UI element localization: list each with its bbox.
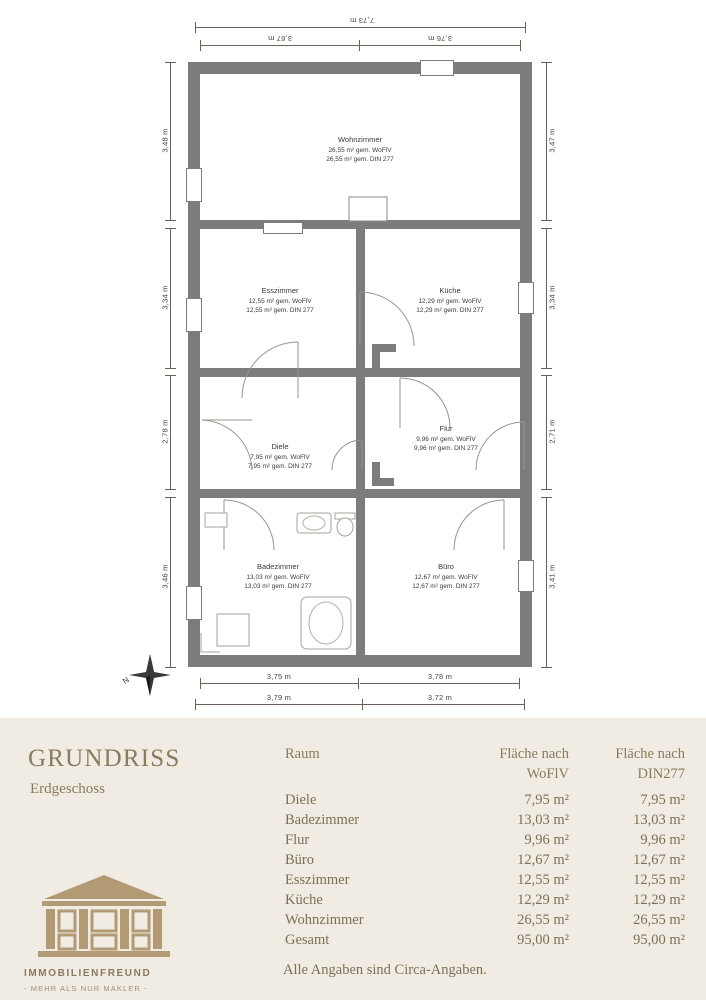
window-wohnzimmer-top bbox=[420, 60, 454, 76]
dim-line-left-3 bbox=[170, 375, 171, 489]
dim-label-top-total: 7,73 m bbox=[349, 16, 375, 25]
room-label-kueche bbox=[388, 286, 512, 316]
dim-label-right-4: 3,41 m bbox=[547, 564, 557, 589]
table-cell-woflv: 7,95 m² bbox=[524, 792, 569, 808]
dim-label-right-2: 3,34 m bbox=[547, 285, 557, 310]
door-esszimmer bbox=[240, 340, 300, 400]
room-label-badezimmer bbox=[216, 562, 340, 592]
dim-line-top-total bbox=[195, 27, 526, 28]
door-badezimmer bbox=[222, 498, 276, 552]
dim-tick bbox=[524, 699, 525, 710]
dim-tick bbox=[165, 489, 176, 490]
room-area-din: 7,95 m² gem. DIN 277 bbox=[248, 463, 312, 471]
window-esszimmer-left bbox=[186, 298, 202, 332]
dim-label-left-3: 2,78 m bbox=[160, 419, 170, 444]
washbasin-icon bbox=[296, 512, 332, 534]
disclaimer-note: Alle Angaben sind Circa-Angaben. bbox=[283, 962, 487, 978]
room-label-flur bbox=[386, 424, 506, 454]
dim-label-right-3: 2,71 m bbox=[547, 419, 557, 444]
table-cell-woflv: 12,67 m² bbox=[517, 852, 569, 868]
room-area-woflv: 12,67 m² gem. WoFlV bbox=[414, 573, 478, 581]
table-cell-din: 12,67 m² bbox=[633, 852, 685, 868]
dim-tick bbox=[165, 368, 176, 369]
brand-tagline: - MEHR ALS NUR MAKLER - bbox=[24, 984, 148, 993]
table-cell-total-din: 95,00 m² bbox=[633, 932, 685, 948]
dim-label-bottom-outer-left: 3,79 m bbox=[266, 693, 292, 702]
table-cell-woflv: 12,29 m² bbox=[517, 892, 569, 908]
room-area-din: 26,55 m² gem. DIN 277 bbox=[326, 156, 394, 164]
dim-tick bbox=[541, 62, 552, 63]
page-title: GRUNDRISS bbox=[28, 745, 181, 772]
bathtub-icon bbox=[300, 596, 354, 652]
table-row: Esszimmer bbox=[285, 872, 350, 888]
dim-tick bbox=[520, 40, 521, 51]
dim-tick bbox=[200, 40, 201, 51]
dim-line-left-4 bbox=[170, 497, 171, 667]
table-cell-din: 7,95 m² bbox=[640, 792, 685, 808]
room-label-diele bbox=[222, 442, 338, 472]
room-area-woflv: 9,96 m² gem. WoFlV bbox=[416, 435, 476, 443]
dim-tick bbox=[200, 678, 201, 689]
dim-tick bbox=[541, 489, 552, 490]
dim-label-right-1: 3,47 m bbox=[547, 128, 557, 153]
table-cell-woflv: 12,55 m² bbox=[517, 872, 569, 888]
wall-exterior-left bbox=[188, 62, 200, 667]
brand-name: IMMOBILIENFREUND bbox=[24, 968, 152, 979]
dim-tick bbox=[165, 375, 176, 376]
room-label-buero bbox=[384, 562, 508, 592]
dim-label-left-4: 3,46 m bbox=[160, 564, 170, 589]
company-logo-icon bbox=[24, 873, 184, 965]
room-area-din: 12,29 m² gem. DIN 277 bbox=[416, 307, 484, 315]
dim-line-top-right bbox=[360, 45, 521, 46]
table-header-room: Raum bbox=[285, 746, 320, 762]
dim-tick bbox=[541, 220, 552, 221]
dim-tick bbox=[195, 699, 196, 710]
room-name: Diele bbox=[271, 442, 289, 451]
dim-tick bbox=[541, 375, 552, 376]
room-area-woflv: 12,29 m² gem. WoFlV bbox=[418, 297, 482, 305]
table-cell-woflv: 26,55 m² bbox=[517, 912, 569, 928]
window-kueche-right bbox=[518, 282, 534, 314]
dim-line-bottom-inner-left bbox=[200, 683, 359, 684]
table-header-woflv-2: WoFlV bbox=[526, 766, 569, 782]
compass-rose bbox=[120, 652, 173, 698]
door-flur-north bbox=[398, 376, 452, 430]
window-buero-right bbox=[518, 560, 534, 592]
wall-interior-v2 bbox=[356, 377, 365, 489]
room-name: Wohnzimmer bbox=[337, 135, 383, 144]
wall-exterior-bottom bbox=[188, 655, 532, 667]
room-name: Badezimmer bbox=[256, 562, 300, 571]
room-area-din: 13,03 m² gem. DIN 277 bbox=[244, 583, 312, 591]
dim-tick bbox=[525, 22, 526, 33]
dim-label-left-1: 3,48 m bbox=[160, 128, 170, 153]
dim-line-top-left bbox=[200, 45, 360, 46]
dim-line-left-2 bbox=[170, 228, 171, 368]
dim-tick bbox=[195, 22, 196, 33]
dim-line-bottom-outer-right bbox=[363, 704, 525, 705]
wall-interior-h3 bbox=[188, 489, 532, 498]
table-cell-din: 12,29 m² bbox=[633, 892, 685, 908]
room-area-woflv: 13,03 m² gem. WoFlV bbox=[246, 573, 310, 581]
wall-exterior-top bbox=[188, 62, 532, 74]
legend-panel bbox=[0, 718, 706, 1000]
table-row: Badezimmer bbox=[285, 812, 360, 828]
table-cell-woflv: 9,96 m² bbox=[524, 832, 569, 848]
table-cell-din: 12,55 m² bbox=[633, 872, 685, 888]
dim-label-top-right: 3,76 m bbox=[427, 34, 453, 43]
room-area-din: 9,96 m² gem. DIN 277 bbox=[414, 445, 478, 453]
table-row: Flur bbox=[285, 832, 310, 848]
dim-tick bbox=[541, 228, 552, 229]
dim-label-top-left: 3,67 m bbox=[267, 34, 293, 43]
room-area-din: 12,67 m² gem. DIN 277 bbox=[412, 583, 480, 591]
dim-tick bbox=[165, 497, 176, 498]
legend-brand-block bbox=[0, 718, 255, 1000]
dim-tick bbox=[165, 62, 176, 63]
table-header-woflv-1: Fläche nach bbox=[499, 746, 569, 762]
dim-tick bbox=[358, 678, 359, 689]
table-row: Küche bbox=[285, 892, 323, 908]
room-name: Flur bbox=[439, 424, 453, 433]
table-cell-din: 9,96 m² bbox=[640, 832, 685, 848]
room-area-woflv: 12,55 m² gem. WoFlV bbox=[248, 297, 312, 305]
toilet-icon bbox=[334, 512, 356, 538]
table-cell-woflv: 13,03 m² bbox=[517, 812, 569, 828]
dim-tick bbox=[165, 228, 176, 229]
room-name: Küche bbox=[439, 286, 461, 295]
door-buero bbox=[452, 498, 506, 552]
wall-interior-v3 bbox=[356, 498, 365, 655]
room-label-esszimmer bbox=[218, 286, 342, 316]
table-header-din-2: DIN277 bbox=[637, 766, 685, 782]
wall-stub-kueche-2 bbox=[372, 344, 380, 370]
table-cell-total-woflv: 95,00 m² bbox=[517, 932, 569, 948]
table-row: Wohnzimmer bbox=[285, 912, 364, 928]
room-area-din: 12,55 m² gem. DIN 277 bbox=[246, 307, 314, 315]
dim-tick bbox=[541, 497, 552, 498]
room-name: Büro bbox=[438, 562, 454, 571]
dim-tick bbox=[541, 368, 552, 369]
table-cell-din: 13,03 m² bbox=[633, 812, 685, 828]
door-wohnzimmer bbox=[348, 196, 390, 226]
window-interior-pass bbox=[263, 222, 303, 234]
dim-label-bottom-inner-right: 3,78 m bbox=[427, 672, 453, 681]
compass-north-label: N bbox=[120, 675, 131, 686]
dim-label-bottom-inner-left: 3,75 m bbox=[266, 672, 292, 681]
room-area-woflv: 26,55 m² gem. WoFlV bbox=[328, 146, 392, 154]
room-area-woflv: 7,95 m² gem. WoFlV bbox=[250, 453, 310, 461]
cabinet-icon bbox=[204, 512, 228, 528]
dim-line-bottom-outer-left bbox=[195, 704, 363, 705]
room-name: Esszimmer bbox=[261, 286, 299, 295]
area-table bbox=[255, 718, 706, 1000]
room-label-wohnzimmer bbox=[300, 135, 420, 165]
dim-tick bbox=[519, 678, 520, 689]
table-cell-din: 26,55 m² bbox=[633, 912, 685, 928]
dim-label-left-2: 3,34 m bbox=[160, 285, 170, 310]
shower-icon bbox=[200, 632, 222, 654]
window-badezimmer-left bbox=[186, 586, 202, 620]
table-row: Büro bbox=[285, 852, 314, 868]
dim-line-bottom-inner-right bbox=[360, 683, 520, 684]
dim-tick bbox=[165, 220, 176, 221]
dim-tick bbox=[541, 667, 552, 668]
window-wohnzimmer-left bbox=[186, 168, 202, 202]
dim-line-left-1 bbox=[170, 62, 171, 220]
table-header-din-1: Fläche nach bbox=[615, 746, 685, 762]
table-row-total: Gesamt bbox=[285, 932, 330, 948]
dim-label-bottom-outer-right: 3,72 m bbox=[427, 693, 453, 702]
page-subtitle: Erdgeschoss bbox=[30, 781, 105, 797]
table-row: Diele bbox=[285, 792, 317, 808]
wall-stub-flur-2 bbox=[372, 462, 380, 486]
